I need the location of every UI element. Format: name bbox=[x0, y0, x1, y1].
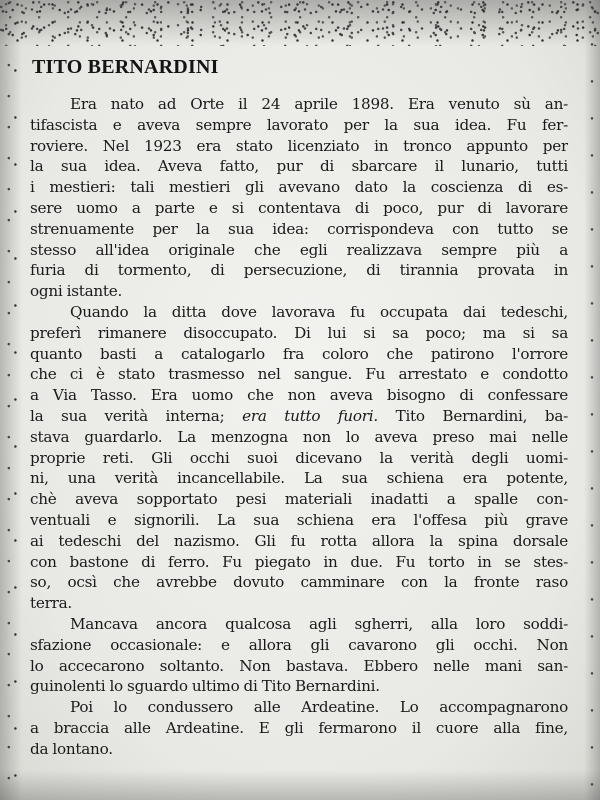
text-line: roviere. Nel 1923 era stato licenziato in tronco appunto per bbox=[30, 136, 568, 155]
text-line bbox=[30, 406, 568, 427]
text-line: ai tedeschi del nazismo. Gli fu rotta allora la spina dorsale bbox=[30, 531, 568, 550]
text-line: Quando la ditta dove lavorava fu occupata dai tedeschi, bbox=[70, 302, 568, 321]
text-line: con bastone di ferro. Fu piegato in due. Fu torto in se stes- bbox=[30, 552, 568, 571]
italic-segment: era tutto fuori. bbox=[242, 406, 378, 425]
text-line: a Via Tasso. Era uomo che non aveva bisogno di confessare bbox=[30, 386, 568, 405]
text-line: ventuali e signorili. La sua schiena era l'offesa più grave bbox=[30, 510, 568, 529]
page-title: TITO BERNARDINI bbox=[32, 56, 219, 78]
text-line: Poi lo condussero alle Ardeatine. Lo accompagnarono bbox=[70, 698, 568, 717]
text-segment: Tito Bernardini, ba- bbox=[395, 406, 568, 425]
text-line: quanto basti a catalogarlo fra coloro che patirono l'orrore bbox=[30, 344, 568, 363]
text-line: tifascista e aveva sempre lavorato per la sua idea. Fu fer- bbox=[30, 115, 568, 134]
scan-shadow-left bbox=[0, 0, 22, 800]
text-line: la sua idea. Aveva fatto, pur di sbarcare il lunario, tutti bbox=[30, 157, 568, 176]
text-line: stava guardarlo. La menzogna non lo aveva preso mai nelle bbox=[30, 427, 568, 446]
text-line: so, ocsì che avrebbe dovuto camminare con la fronte raso bbox=[30, 573, 568, 592]
text-line: lo accecarono soltanto. Non bastava. Ebbero nelle mani san- bbox=[30, 656, 568, 675]
text-line: ogni istante. bbox=[30, 282, 123, 301]
body-text bbox=[30, 94, 568, 760]
text-line: preferì rimanere disoccupato. Di lui si sa poco; ma si sa bbox=[30, 323, 568, 342]
text-line: ni, una verità incancellabile. La sua schiena era potente, bbox=[30, 469, 568, 488]
text-line: che ci è stato trasmesso nel sangue. Fu arrestato e condotto bbox=[30, 365, 568, 384]
text-line: terra. bbox=[30, 594, 72, 613]
text-line: a braccia alle Ardeatine. E gli fermarono il cuore alla fine, bbox=[30, 718, 568, 737]
text-line: i mestieri: tali mestieri gli avevano dato la coscienza di es- bbox=[30, 178, 568, 197]
text-segment: la sua verità interna; bbox=[30, 406, 225, 425]
text-line: chè aveva sopportato pesi materiali inadatti a spalle con- bbox=[30, 490, 568, 509]
text-line: sere uomo a parte e si contentava di poco, pur di lavorare bbox=[30, 198, 568, 217]
text-line: da lontano. bbox=[30, 739, 113, 758]
text-line: guinolenti lo sguardo ultimo di Tito Bernardini. bbox=[30, 677, 380, 696]
text-line: strenuamente per la sua idea: corrispondeva con tutto se bbox=[30, 219, 568, 238]
scan-noise-top bbox=[0, 0, 600, 46]
scan-shadow-bottom bbox=[0, 770, 600, 800]
text-line: sfazione occasionale: e allora gli cavarono gli occhi. Non bbox=[30, 635, 568, 654]
text-line: proprie reti. Gli occhi suoi dicevano la verità degli uomi- bbox=[30, 448, 568, 467]
scan-shadow-right bbox=[584, 0, 600, 800]
text-line: Mancava ancora qualcosa agli sgherri, alla loro soddi- bbox=[70, 614, 568, 633]
text-line: Era nato ad Orte il 24 aprile 1898. Era venuto sù an- bbox=[70, 95, 568, 113]
text-line: furia di tormento, di persecuzione, di tirannia provata in bbox=[30, 261, 568, 280]
text-line: stesso all'idea originale che egli realizzava sempre più a bbox=[30, 240, 568, 259]
